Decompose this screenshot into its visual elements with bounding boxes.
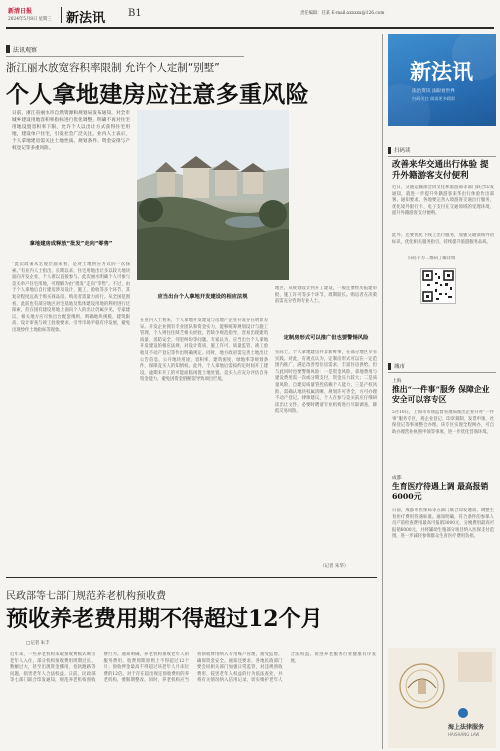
ad-logo-icon [458, 708, 468, 718]
sidebar-column-1: 扫码读 [388, 146, 411, 154]
lead-column-label: 法讯观察 [6, 44, 37, 54]
second-byline: □记者 朱丰 [26, 641, 50, 646]
lead-headline: 个人拿地建房应注意多重风险 [6, 81, 309, 108]
masthead-rule [6, 27, 494, 29]
lead-subhead-2: 应当出台个人拿地开发建设的相应法规 [157, 294, 248, 300]
lead-column-3b: 实际上，个人拿地建房并非新鲜事，在部分地区早有实践。对此，有观点认为，定制房形式可以在一定范围内推广，满足改善型住房需求，丰富住房供给。但与此同时也要警惕风险：一是资金风险，拿地费用与建设费用需一次或分期支付，资金压力较大；二是质量风险，自建房质量管控依赖个人能力；三是产权风险，需确认地块权属清晰、规划许可齐全，方可办理不动产登记。律师建议，个人在参与竞买前应仔细研读出让文件，必要时聘请专业机构进行尽职调查，降低交易风险。 [275, 350, 377, 415]
lead-column-3a: 地区，从规划设计到开工建设，一般还要经历报建审批、施工许可等多个环节，周期较长。购房者在决策前需充分咨询专业人士。 [275, 286, 377, 305]
issue-date: 2024年5月8日 星期三 [8, 17, 52, 22]
sidebar-logo-text: 新法讯 [410, 59, 473, 84]
lead-subhead-3: 定制房形式可以推广但也要警惕风险 [283, 335, 369, 341]
editor-info: 责任编辑：任某 E-mail:xxxxxx@126.com [300, 11, 385, 16]
sidebar-qr-caption: 扫码下方二维码了解详情 [408, 256, 456, 261]
second-kicker: 民政部等七部门规范养老机构预收费 [6, 591, 166, 602]
second-article-rule [6, 577, 377, 578]
sidebar-headline-2: 推出“一件事”服务 保障企业安全可以容专区 [392, 385, 490, 404]
qr-code-icon [420, 268, 456, 304]
masthead [0, 0, 500, 34]
second-headline: 预收养老费用期不得超过12个月 [6, 606, 323, 632]
column-marker-icon [388, 147, 391, 154]
lead-column-1: “此次政策从宏观层面来看，是对土地供应方式的一次探索。”有业内人士指出，长期以来，住宅用地出让多以较大地块面向开发企业，个人难以直接参与。此次丽水明确个人可参与竞买单户住宅用地，可理解为由“批发”走向“零售”。不过，由于个人拿地后自行建房涉及设计、施工、验收等多个环节，其复杂程度远高于购买商品房，购房者需量力而行。从全国范围看，此前也有部分地区对宅基地及集体建设用地的利用进行过探索，但在国有建设用地上面向个人的出让仍属少见。专家建议，相关地方应尽快出台配套细则，明确地块规模、建筑限高、设计审查与竣工验收要求，引导市场平稳有序发展，避免出现炒作土地指标等现象。 [12, 262, 130, 333]
sidebar-headline-1: 改善来华交通出行体验 提升外籍游客支付便利 [392, 160, 489, 181]
lead-intro: 日前，浙江省丽水市自然资源和规划局发布通知，对全市城乡建设用地容积率指标进行优化调整，明确不再对住宅用地设置容积率下限，允许个人以出让方式获得住宅用地，建设单户住宅，引发社会广泛关注。业内人士表示，个人拿地建房需关注土地性质、规划条件、资金安排与产权登记等多重风险。 [12, 111, 130, 151]
masthead-separator [61, 7, 62, 23]
sidebar-tag-1: 上海 [392, 379, 402, 384]
column-marker-icon [6, 45, 10, 53]
sidebar-rule-1 [388, 156, 496, 157]
sidebar-logo-sub2: 扫码关注 阅读更多精彩 [412, 96, 456, 101]
second-body: 近年来，一些养老机构采取预收费模式吸引老年人入住，部分机构预收费用周期过长、数额过大，甚至出现资金挪用、卷款跑路等问题，损害老年人合法权益。日前，民政部等七部门联合印发通知，规范养老机构预收费行为。通知明确，养老机构预收老年人的服务费用，收费周期原则上不得超过12个月；预收押金最高不得超过该老年人月床位费的12倍。对于存在超出规定预收费用的养老机构，要限期整改。同时，养老机构应当将预收费用纳入专用账户管理，接受监督，确保资金安全。通知还要求，各地民政部门要会同相关部门加强日常监管，对违规预收费用、侵害老年人权益的行为依法查处，并将有关情况纳入信用记录，切实维护老年人合法权益，促进养老服务行业健康有序发展。 [10, 652, 376, 684]
sidebar-text-2: 5月10日，上海市市场监督管理局推出企业开办“一件事”服务专区，将企业登记、印章刻制、发票申领、社保登记等事项整合办理。该专区实现全程网办，可自助办理营业执照申领等事项，进一步优化营商环境。 [392, 410, 494, 435]
sidebar-logo-sub: 法治资讯 法眼看世界 [412, 89, 455, 94]
lead-column-2: 在业内人士看来，个人拿地开发建设与房地产企业开发存在明显差异。开发企业拥有专业团队和资金实力，能够统筹规划设计与施工管理，个人则往往缺乏相关经验，若缺少规范指导，容易出现建筑质量、消防安全、邻里纠纷等问题。专家认为，应当出台个人拿地开发建设的相应法规，对设计资质、施工许可、质量监管、竣工验收及不动产登记等作出明确规定。同时，地方政府需完善土地出让公告信息，公开地块用途、容积率、建筑密度、绿地率等规划条件，保障竞买人的知情权。此外，个人拿地后需按约定时间开工建设，逾期未开工的可能面临闲置土地处置。竞买人应充分评估自身资金能力，避免因资金链断裂导致项目烂尾。 [140, 318, 268, 383]
sidebar-headline-3: 生育医疗待遇上调 最高报销6000元 [392, 482, 489, 501]
lead-label-rule [6, 56, 244, 57]
sidebar-text-1b: 此外，还要优化下线上出行服务，加强交通领域外语标识，优化相关服务指引，持续提升旅游服务品质。 [392, 233, 494, 245]
sidebar-ad-box [388, 648, 496, 748]
lead-subhead-1: 拿地建房成释放“批发”走向“零售” [29, 241, 113, 247]
sidebar-text-3: 日前，成都市医保局等五部门联合印发通知，调整生育医疗费用待遇标准。通知明确，符合条件的参保人员产前检查费用最高可报销3000元，分娩费用最高可报销6000元，并将辅助生殖部分项目纳入医保支付范围，进一步减轻参保群众生育医疗费用负担。 [392, 508, 494, 540]
section-title: 新法讯 [66, 11, 106, 26]
ad-title: 海上法律服务 [448, 724, 485, 731]
sidebar-rule-2 [388, 372, 496, 373]
sidebar-logo-box [388, 34, 496, 126]
lead-byline: （记者 朱华） [320, 564, 349, 569]
sidebar-column-2: 城市 [388, 362, 405, 370]
lead-kicker: 浙江丽水放宽容积率限制 允许个人定制“别墅” [6, 62, 220, 74]
page-number: B1 [128, 8, 142, 19]
column-marker-icon [388, 363, 391, 370]
ad-subtitle: HAISHANG LAW [448, 732, 480, 737]
sidebar-tag-2: 成都 [392, 476, 402, 481]
sidebar-divider [382, 34, 383, 749]
sidebar-text-1: 近日，交通运输部会同文化和旅游部等部门联合印发通知，就进一步提升外籍游客来华出行体验作出部署。通知要求，各地要完善入境游客交通出行服务，优化境外银行卡、电子支付在交通领域的受理环境，提升外籍游客支付便利。 [392, 185, 494, 217]
newspaper-logo: 新清日报 [8, 8, 33, 15]
lead-photo [137, 110, 289, 280]
